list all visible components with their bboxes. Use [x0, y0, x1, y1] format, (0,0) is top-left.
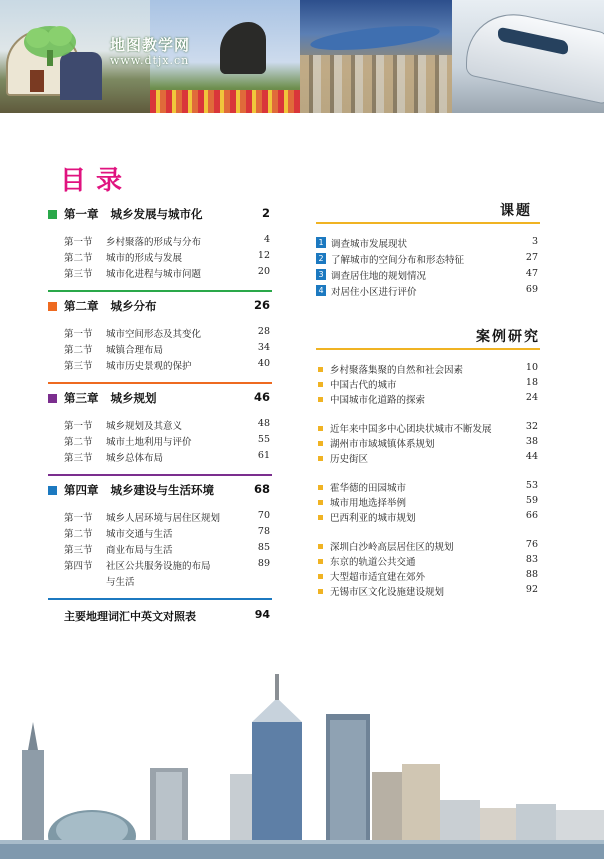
chapter-label: 第四章	[64, 483, 99, 497]
topic-page: 69	[525, 284, 538, 295]
chapter-divider	[48, 382, 272, 384]
case-group	[316, 480, 540, 525]
section-number: 第四节	[64, 561, 93, 572]
chapter-name: 城乡建设与生活环境	[110, 483, 214, 497]
section-title: 城市的形成与发展	[106, 253, 183, 264]
case-item[interactable]	[316, 421, 540, 436]
chapter-4[interactable]	[48, 482, 272, 504]
chapter-title	[64, 298, 157, 314]
section-title: 城乡规划及其意义	[106, 421, 183, 432]
topic-page: 3	[531, 236, 538, 247]
city-skyline-illustration	[0, 660, 604, 859]
case-bullet-icon	[318, 485, 323, 490]
yurt-door	[30, 70, 44, 92]
topic-item[interactable]	[316, 284, 540, 300]
case-title: 历史街区	[330, 454, 369, 465]
chapter-page: 46	[253, 390, 270, 404]
case-bullet-icon	[318, 426, 323, 431]
section-page: 85	[257, 542, 270, 553]
case-title: 城市用地选择举例	[330, 498, 407, 509]
section-page: 4	[263, 234, 270, 245]
section-title: 城乡人居环境与居住区规划	[106, 513, 221, 524]
case-title: 深圳白沙岭高层居住区的规划	[330, 542, 454, 553]
section-page: 12	[257, 250, 270, 261]
case-page: 76	[525, 539, 538, 550]
case-page: 18	[525, 377, 538, 388]
spire-tower	[252, 722, 302, 846]
section-title: 城乡总体布局	[106, 453, 164, 464]
chapter-1[interactable]	[48, 206, 272, 228]
building-3	[372, 772, 402, 846]
case-item[interactable]	[316, 554, 540, 569]
section-title: 商业布局与生活	[106, 545, 173, 556]
logo-url: www.dtjx.cn	[110, 54, 190, 67]
topic-item[interactable]	[316, 252, 540, 268]
section-page: 70	[257, 510, 270, 521]
section-title: 城市历史景观的保护	[106, 361, 192, 372]
horse-statue	[220, 22, 266, 74]
case-page: 44	[525, 451, 538, 462]
case-item[interactable]	[316, 377, 540, 392]
case-group	[316, 539, 540, 599]
section-item[interactable]	[48, 510, 272, 526]
section-page: 20	[257, 266, 270, 277]
topic-title: 调查居住地的规划情况	[331, 271, 427, 282]
topic-number-badge: 2	[316, 253, 326, 264]
section-number: 第一节	[64, 237, 93, 248]
section-number: 第三节	[64, 361, 93, 372]
topic-number-badge: 3	[316, 269, 326, 280]
chapter-color-square-icon	[48, 486, 57, 495]
topic-number-badge: 4	[316, 285, 326, 296]
case-page: 66	[525, 510, 538, 521]
section-number: 第一节	[64, 513, 93, 524]
section-item[interactable]	[48, 434, 272, 450]
flower-bed	[150, 90, 300, 113]
case-bullet-icon	[318, 574, 323, 579]
page-title: 目录	[60, 166, 133, 196]
section-number: 第二节	[64, 437, 93, 448]
topic-page: 27	[525, 252, 538, 263]
building-7	[516, 804, 556, 846]
case-page: 24	[525, 392, 538, 403]
photo-banner	[0, 0, 604, 113]
case-page: 59	[525, 495, 538, 506]
topic-number-badge: 1	[316, 237, 326, 248]
case-bullet-icon	[318, 559, 323, 564]
section-title: 城市交通与生活	[106, 529, 173, 540]
building-4	[402, 764, 440, 846]
case-page: 83	[525, 554, 538, 565]
section-title: 城镇合理布局	[106, 345, 164, 356]
section-page: 61	[257, 450, 270, 461]
section-item[interactable]	[48, 418, 272, 434]
cases-heading: 案例研究	[476, 329, 540, 345]
case-bullet-icon	[318, 441, 323, 446]
chapter-divider	[48, 290, 272, 292]
case-item[interactable]	[316, 569, 540, 584]
logo-title: 地图教学网	[110, 36, 191, 54]
case-bullet-icon	[318, 397, 323, 402]
case-bullet-icon	[318, 367, 323, 372]
section-number: 第三节	[64, 453, 93, 464]
section-title-cont: 与生活	[106, 577, 135, 588]
section-item[interactable]	[48, 234, 272, 250]
case-title: 巴西利亚的城市规划	[330, 513, 416, 524]
section-number: 第二节	[64, 253, 93, 264]
cases-rule	[316, 348, 540, 350]
section-item[interactable]	[48, 266, 272, 282]
chapter-name: 城乡分布	[110, 299, 157, 313]
glossary-entry[interactable]	[48, 608, 272, 628]
section-title: 城市空间形态及其变化	[106, 329, 202, 340]
river	[309, 21, 440, 54]
chapter-color-square-icon	[48, 394, 57, 403]
section-number: 第三节	[64, 545, 93, 556]
case-page: 38	[525, 436, 538, 447]
case-group	[316, 421, 540, 466]
tree-logo-icon	[18, 22, 82, 68]
aerial-city-photo	[300, 0, 452, 113]
case-title: 无锡市区文化设施建设规划	[330, 587, 445, 598]
building-5	[440, 800, 480, 846]
case-item[interactable]	[316, 584, 540, 599]
chapter-divider	[48, 474, 272, 476]
maglev-train-photo	[452, 0, 604, 113]
chapter-label: 第一章	[64, 207, 99, 221]
case-title: 大型超市适宜建在郊外	[330, 572, 426, 583]
case-bullet-icon	[318, 544, 323, 549]
chapter-divider	[48, 598, 272, 600]
chapter-toc	[48, 206, 272, 628]
section-list	[48, 326, 272, 374]
case-title: 中国城市化道路的探索	[330, 395, 426, 406]
topic-title: 调查城市发展现状	[331, 239, 408, 250]
case-title: 中国古代的城市	[330, 380, 397, 391]
case-item[interactable]	[316, 436, 540, 451]
glossary-title: 主要地理词汇中英文对照表	[64, 610, 196, 623]
chapter-title	[64, 206, 203, 222]
section-item[interactable]	[48, 526, 272, 542]
section-page: 55	[257, 434, 270, 445]
section-title: 社区公共服务设施的布局	[106, 561, 211, 572]
chapter-name: 城乡发展与城市化	[110, 207, 203, 221]
section-title: 城市化进程与城市问题	[106, 269, 202, 280]
section-page: 28	[257, 326, 270, 337]
section-item[interactable]	[48, 342, 272, 358]
topics-heading: 课题	[500, 203, 532, 219]
case-bullet-icon	[318, 500, 323, 505]
case-item[interactable]	[316, 451, 540, 466]
chapter-page: 68	[253, 482, 270, 496]
section-title: 乡村聚落的形成与分布	[106, 237, 202, 248]
section-page: 48	[257, 418, 270, 429]
section-list	[48, 418, 272, 466]
section-number: 第二节	[64, 345, 93, 356]
section-number: 第三节	[64, 269, 93, 280]
case-item[interactable]	[316, 362, 540, 377]
case-group	[316, 362, 540, 407]
chapter-2[interactable]	[48, 298, 272, 320]
case-title: 东京的轨道公共交通	[330, 557, 416, 568]
case-item[interactable]	[316, 495, 540, 510]
chapter-title	[64, 482, 214, 498]
case-title: 霍华德的田园城市	[330, 483, 407, 494]
case-study-list	[316, 362, 540, 613]
case-bullet-icon	[318, 456, 323, 461]
section-page: 89	[257, 558, 270, 569]
topic-item[interactable]	[316, 268, 540, 284]
case-title: 湖州市市域城镇体系规划	[330, 439, 435, 450]
case-item[interactable]	[316, 510, 540, 525]
case-bullet-icon	[318, 382, 323, 387]
section-page: 78	[257, 526, 270, 537]
chapter-page: 26	[253, 298, 270, 312]
topic-page: 47	[525, 268, 538, 279]
section-list	[48, 510, 272, 590]
case-page: 10	[525, 362, 538, 373]
chapter-label: 第三章	[64, 391, 99, 405]
topic-title: 了解城市的空间分布和形态特征	[331, 255, 465, 266]
chapter-3[interactable]	[48, 390, 272, 412]
section-page: 34	[257, 342, 270, 353]
case-item[interactable]	[316, 539, 540, 554]
section-item[interactable]	[48, 450, 272, 466]
case-title: 近年来中国多中心团块状城市不断发展	[330, 424, 492, 435]
train-body	[466, 3, 604, 105]
case-page: 53	[525, 480, 538, 491]
case-item[interactable]	[316, 392, 540, 407]
chapter-title	[64, 390, 157, 406]
case-bullet-icon	[318, 515, 323, 520]
chapter-label: 第二章	[64, 299, 99, 313]
section-item[interactable]	[48, 250, 272, 266]
case-page: 32	[525, 421, 538, 432]
section-number: 第一节	[64, 421, 93, 432]
topics-list	[316, 236, 540, 300]
office-tower-2	[230, 774, 252, 846]
section-number: 第二节	[64, 529, 93, 540]
chapter-color-square-icon	[48, 302, 57, 311]
chapter-name: 城乡规划	[110, 391, 157, 405]
case-bullet-icon	[318, 589, 323, 594]
case-page: 92	[525, 584, 538, 595]
city-blocks	[300, 55, 452, 113]
tv-tower	[22, 750, 44, 846]
section-page: 40	[257, 358, 270, 369]
section-item[interactable]	[48, 558, 272, 590]
glossary-page: 94	[254, 608, 270, 621]
section-number: 第一节	[64, 329, 93, 340]
section-title: 城市土地利用与评价	[106, 437, 192, 448]
case-item[interactable]	[316, 480, 540, 495]
case-title: 乡村聚落集聚的自然和社会因素	[330, 365, 464, 376]
section-item[interactable]	[48, 326, 272, 342]
section-item[interactable]	[48, 358, 272, 374]
chapter-color-square-icon	[48, 210, 57, 219]
case-page: 88	[525, 569, 538, 580]
topics-rule	[316, 222, 540, 224]
chapter-page: 2	[261, 206, 270, 220]
topic-item[interactable]	[316, 236, 540, 252]
topic-title: 对居住小区进行评价	[331, 287, 417, 298]
section-list	[48, 234, 272, 282]
section-item[interactable]	[48, 542, 272, 558]
